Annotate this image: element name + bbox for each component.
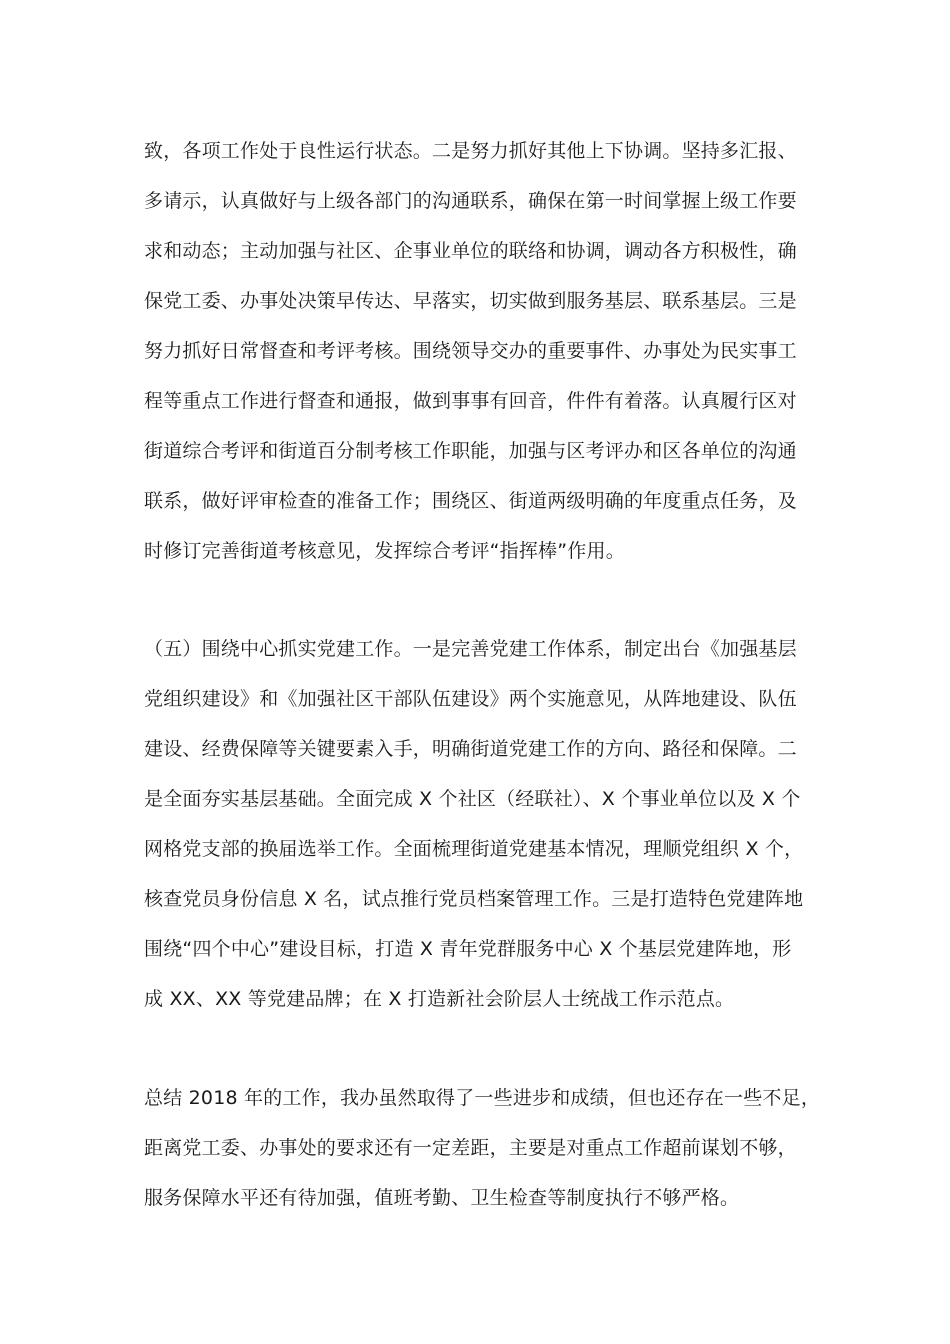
text-line: 党组织建设》和《加强社区干部队伍建设》两个实施意见，从阵地建设、队伍 [144, 688, 797, 710]
text-line: 距离党工委、办事处的要求还有一定差距，主要是对重点工作超前谋划不够， [144, 1137, 797, 1159]
text-line: 核查党员身份信息 X 名，试点推行党员档案管理工作。三是打造特色党建阵地 [144, 888, 804, 910]
text-line: 是全面夯实基层基础。全面完成 X 个社区（经联社）、X 个事业单位以及 X 个 [144, 788, 801, 810]
text-line: 成 XX、XX 等党建品牌；在 X 打造新社会阶层人士统战工作示范点。 [144, 988, 735, 1010]
text-line: 建设、经费保障等关键要素入手，明确街道党建工作的方向、路径和保障。二 [144, 738, 797, 760]
text-line: 总结 2018 年的工作，我办虽然取得了一些进步和成绩，但也还存在一些不足， [144, 1087, 821, 1109]
text-line: 保党工委、办事处决策早传达、早落实，切实做到服务基层、联系基层。三是 [144, 290, 797, 312]
text-line: 时修订完善街道考核意见，发挥综合考评“指挥棒”作用。 [144, 540, 625, 562]
text-line: 努力抓好日常督查和考评考核。围绕领导交办的重要事件、办事处为民实事工 [144, 340, 797, 362]
text-line: 求和动态；主动加强与社区、企事业单位的联络和协调，调动各方积极性，确 [144, 240, 797, 262]
text-line: 程等重点工作进行督查和通报，做到事事有回音，件件有着落。认真履行区对 [144, 390, 797, 412]
text-line: 致，各项工作处于良性运行状态。二是努力抓好其他上下协调。坚持多汇报、 [144, 140, 797, 162]
text-line: 服务保障水平还有待加强，值班考勤、卫生检查等制度执行不够严格。 [144, 1187, 740, 1209]
text-line: 联系，做好评审检查的准备工作；围绕区、街道两级明确的年度重点任务，及 [144, 490, 797, 512]
text-line: 多请示，认真做好与上级各部门的沟通联系，确保在第一时间掌握上级工作要 [144, 190, 797, 212]
text-line: 网格党支部的换届选举工作。全面梳理街道党建基本情况，理顺党组织 X 个， [144, 838, 804, 860]
text-line: （五）围绕中心抓实党建工作。一是完善党建工作体系，制定出台《加强基层 [144, 638, 797, 660]
text-line: 街道综合考评和街道百分制考核工作职能，加强与区考评办和区各单位的沟通 [144, 440, 797, 462]
text-line: 围绕“四个中心”建设目标，打造 X 青年党群服务中心 X 个基层党建阵地，形 [144, 938, 792, 960]
